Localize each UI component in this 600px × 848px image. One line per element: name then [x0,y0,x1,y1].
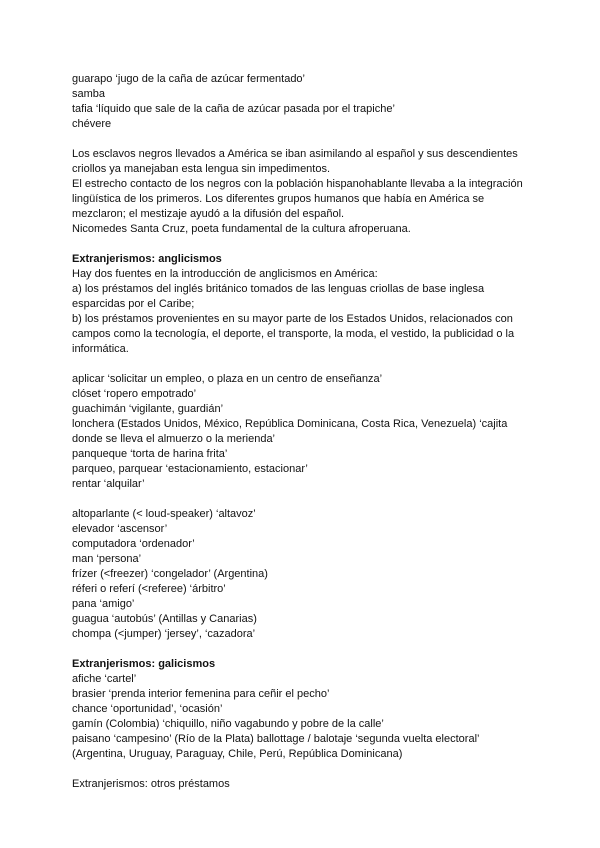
anglicismos-list-2 [72,507,532,642]
paragraph-line: criollos ya manejaban esta lengua sin impedimentos. [72,163,331,175]
paragraph-line: Hay dos fuentes en la introducción de anglicismos en América: [72,268,378,280]
galicismos-list [72,672,532,762]
list-item: chance ‘oportunidad’, ‘ocasión’ [72,703,223,715]
paragraph-line: mezclaron; el mestizaje ayudó a la difusión del español. [72,208,345,220]
list-item: paisano ‘campesino’ (Río de la Plata) ballottage / balotaje ‘segunda vuelta electoral’ [72,733,480,745]
list-item: réferi o referí (<referee) ‘árbitro’ [72,583,226,595]
paragraph-line: El estrecho contacto de los negros con la población hispanohablante llevaba a la integración [72,178,523,190]
list-item: brasier ‘prenda interior femenina para ceñir el pecho’ [72,688,330,700]
paragraph-line: Los esclavos negros llevados a América se iban asimilando al español y sus descendientes [72,148,518,160]
list-item: chévere [72,118,112,130]
list-item: lonchera (Estados Unidos, México, República Dominicana, Costa Rica, Venezuela) ‘cajita [72,418,508,430]
list-item: frízer (<freezer) ‘congelador’ (Argentina) [72,568,268,580]
list-item: aplicar ‘solicitar un empleo, o plaza en un centro de enseñanza’ [72,373,383,385]
paragraph-line: b) los préstamos provenientes en su mayor parte de los Estados Unidos, relacionados con [72,313,513,325]
list-item: donde se lleva el almuerzo o la merienda’ [72,433,276,445]
list-item: (Argentina, Uruguay, Paraguay, Chile, Perú, República Dominicana) [72,748,403,760]
list-item: tafia ‘líquido que sale de la caña de azúcar pasada por el trapiche’ [72,103,395,115]
list-item: guagua ‘autobús’ (Antillas y Canarias) [72,613,257,625]
paragraph-line: esparcidas por el Caribe; [72,298,195,310]
list-item: altoparlante (< loud-speaker) ‘altavoz’ [72,508,256,520]
list-item: chompa (<jumper) ‘jersey’, ‘cazadora’ [72,628,256,640]
list-item: elevador ‘ascensor’ [72,523,168,535]
section-heading-galicismos: Extranjerismos: galicismos [72,658,216,670]
slaves-paragraph [72,147,532,237]
list-item: pana ‘amigo’ [72,598,135,610]
list-item: panqueque ‘torta de harina frita’ [72,448,228,460]
list-item: rentar ‘alquilar’ [72,478,145,490]
paragraph-line: campos como la tecnología, el deporte, el transporte, la moda, el vestido, la publicidad o la [72,328,515,340]
document-page [72,72,532,792]
list-item: gamín (Colombia) ‘chiquillo, niño vagabundo y pobre de la calle’ [72,718,384,730]
list-item: man ‘persona’ [72,553,142,565]
list-item: clóset ‘ropero empotrado’ [72,388,197,400]
paragraph-line: informática. [72,343,129,355]
paragraph-line: a) los préstamos del inglés británico tomados de las lenguas criollas de base inglesa [72,283,485,295]
section-heading-otros: Extranjerismos: otros préstamos [72,778,230,790]
african-words-list [72,72,532,132]
paragraph-line: lingüística de los primeros. Los diferentes grupos humanos que había en América se [72,193,485,205]
anglicismos-intro [72,267,532,357]
list-item: guachimán ‘vigilante, guardián’ [72,403,224,415]
list-item: afiche ‘cartel’ [72,673,137,685]
list-item: computadora ‘ordenador’ [72,538,195,550]
paragraph-line: Nicomedes Santa Cruz, poeta fundamental de la cultura afroperuana. [72,223,411,235]
anglicismos-list-1 [72,372,532,492]
section-heading-anglicismos: Extranjerismos: anglicismos [72,253,222,265]
list-item: samba [72,88,106,100]
list-item: parqueo, parquear ‘estacionamiento, estacionar’ [72,463,308,475]
list-item: guarapo ‘jugo de la caña de azúcar fermentado’ [72,73,305,85]
